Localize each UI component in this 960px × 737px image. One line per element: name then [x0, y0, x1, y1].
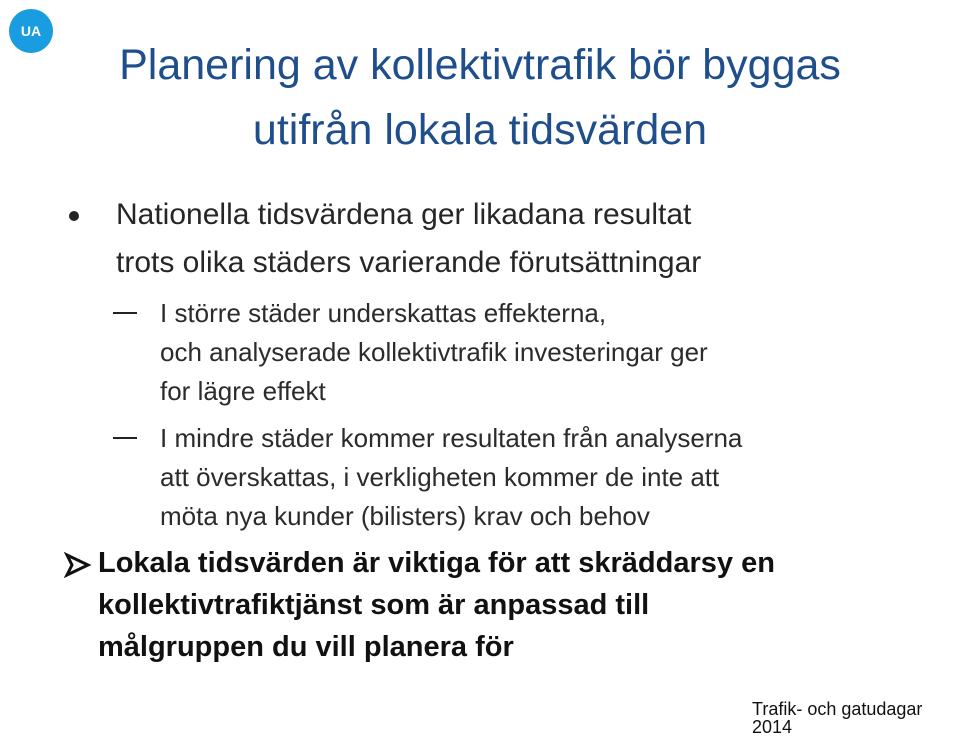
bullet-2-line-3: målgruppen du vill planera för: [98, 631, 514, 663]
footer-text: Trafik- och gatudagar 2014: [752, 699, 923, 737]
bullet-2-line-1: Lokala tidsvärden är viktiga för att skräddarsy en: [98, 547, 775, 579]
dash-icon: [113, 312, 137, 314]
sub-bullet-2-line-1: I mindre städer kommer resultaten från analyserna: [160, 423, 743, 453]
bullet-2-line-2: kollektivtrafiktjänst som är anpassad till: [98, 589, 650, 621]
sub-bullet-1-line-1: I större städer underskattas effekterna,: [160, 298, 607, 328]
dash-icon: [113, 437, 137, 439]
bullet-1-line-1: Nationella tidsvärdena ger likadana resultat: [116, 198, 692, 231]
bullet-dot-icon: [69, 211, 79, 221]
sub-bullet-1-line-2: och analyserade kollektivtrafik investeringar ger: [160, 337, 708, 367]
sub-bullet-2-line-2: att överskattas, i verkligheten kommer de inte att: [160, 462, 720, 492]
arrow-bullet-icon: [64, 552, 92, 578]
sub-bullet-2-line-3: möta nya kunder (bilisters) krav och behov: [160, 501, 650, 531]
slide-title-line-1: Planering av kollektivtrafik bör byggas: [119, 41, 841, 89]
ua-logo-text: UA: [20, 23, 42, 39]
bullet-1-line-2: trots olika städers varierande förutsättningar: [116, 246, 702, 279]
sub-bullet-1-line-3: for lägre effekt: [160, 376, 326, 406]
slide-title-line-2: utifrån lokala tidsvärden: [252, 106, 708, 154]
